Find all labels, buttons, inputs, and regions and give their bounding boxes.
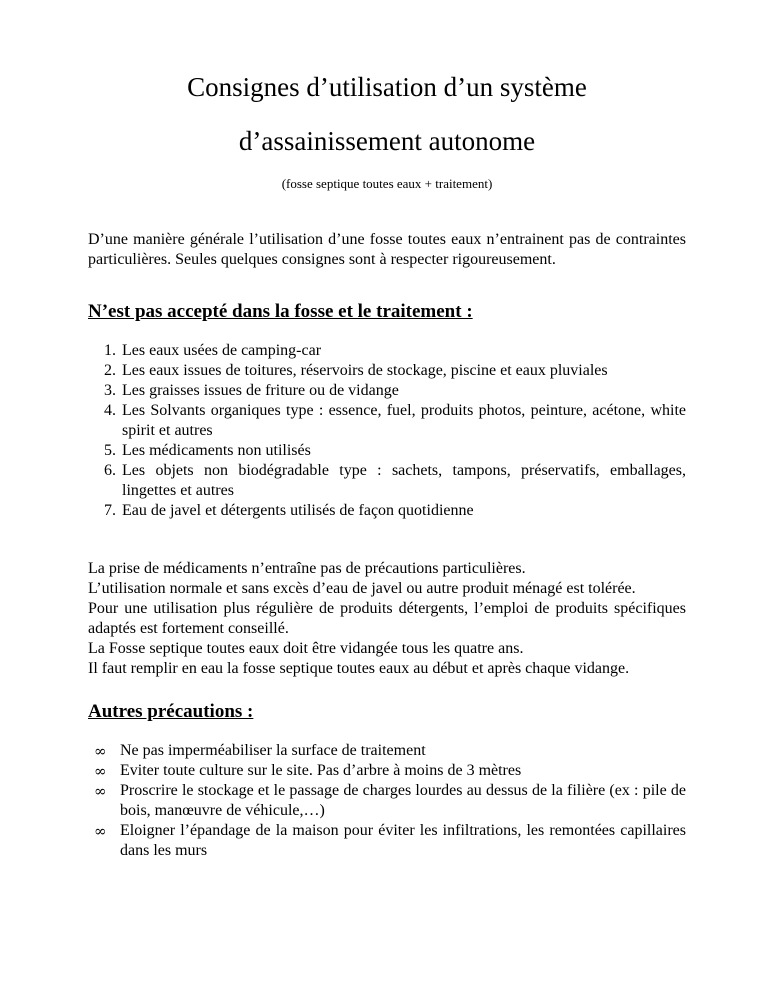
notes-block (88, 559, 686, 679)
precautions-list (88, 741, 686, 861)
document-subtitle: (fosse septique toutes eaux + traitement) (281, 176, 493, 191)
infinity-bullet-icon: ∞ (94, 822, 107, 840)
title-line-1: Consignes d’utilisation d’un système (187, 72, 587, 102)
list-item: 6. Les objets non biodégradable type : sachets, tampons, préservatifs, emballages, lingettes et autres (120, 461, 686, 501)
infinity-bullet-icon: ∞ (94, 742, 107, 760)
note-line: La prise de médicaments n’entraîne pas de précautions particulières. (88, 560, 526, 577)
list-item: 5. Les médicaments non utilisés (120, 441, 686, 461)
list-item: 7. Eau de javel et détergents utilisés de façon quotidienne (120, 501, 686, 521)
title-line-2: d’assainissement autonome (238, 126, 536, 156)
list-item (88, 821, 686, 861)
note-line: Il faut remplir en eau la fosse septique toutes eaux au début et après chaque vidange. (88, 660, 630, 677)
list-item: 2. Les eaux issues de toitures, réservoirs de stockage, piscine et eaux pluviales (120, 361, 686, 381)
note-line: Pour une utilisation plus régulière de produits détergents, l’emploi de produits spécifiques adaptés est fortement conseillé. (88, 600, 686, 637)
note-line: L’utilisation normale et sans excès d’eau de javel ou autre produit ménagé est tolérée. (88, 580, 636, 597)
list-item: 3. Les graisses issues de friture ou de vidange (120, 381, 686, 401)
infinity-bullet-icon: ∞ (94, 762, 107, 780)
list-item: 4. Les Solvants organiques type : essence, fuel, produits photos, peinture, acétone, white spirit et autres (120, 401, 686, 441)
list-item (88, 741, 686, 761)
list-item-text: Eloigner l’épandage de la maison pour éviter les infiltrations, les remontées capillaires dans les murs (120, 822, 686, 859)
list-item: 1. Les eaux usées de camping-car (120, 341, 686, 361)
note-line: La Fosse septique toutes eaux doit être vidangée tous les quatre ans. (88, 640, 524, 657)
section-heading-not-accepted: N’est pas accepté dans la fosse et le traitement : (88, 301, 473, 322)
list-item-text: Proscrire le stockage et le passage de charges lourdes au dessus de la filière (ex : pile de bois, manœuvre de véhicule,…) (120, 782, 686, 819)
list-item-text: Eviter toute culture sur le site. Pas d’arbre à moins de 3 mètres (120, 762, 522, 779)
list-item-text: Ne pas imperméabiliser la surface de traitement (120, 742, 426, 759)
intro-paragraph: D’une manière générale l’utilisation d’une fosse toutes eaux n’entrainent pas de contraintes particulières. Seules quelques consignes sont à respecter rigoureusement. (88, 231, 686, 268)
infinity-bullet-icon: ∞ (94, 782, 107, 800)
not-accepted-list (88, 341, 686, 521)
list-item (88, 761, 686, 781)
document-title (88, 60, 686, 168)
section-heading-other-precautions: Autres précautions : (88, 701, 254, 722)
list-item (88, 781, 686, 821)
